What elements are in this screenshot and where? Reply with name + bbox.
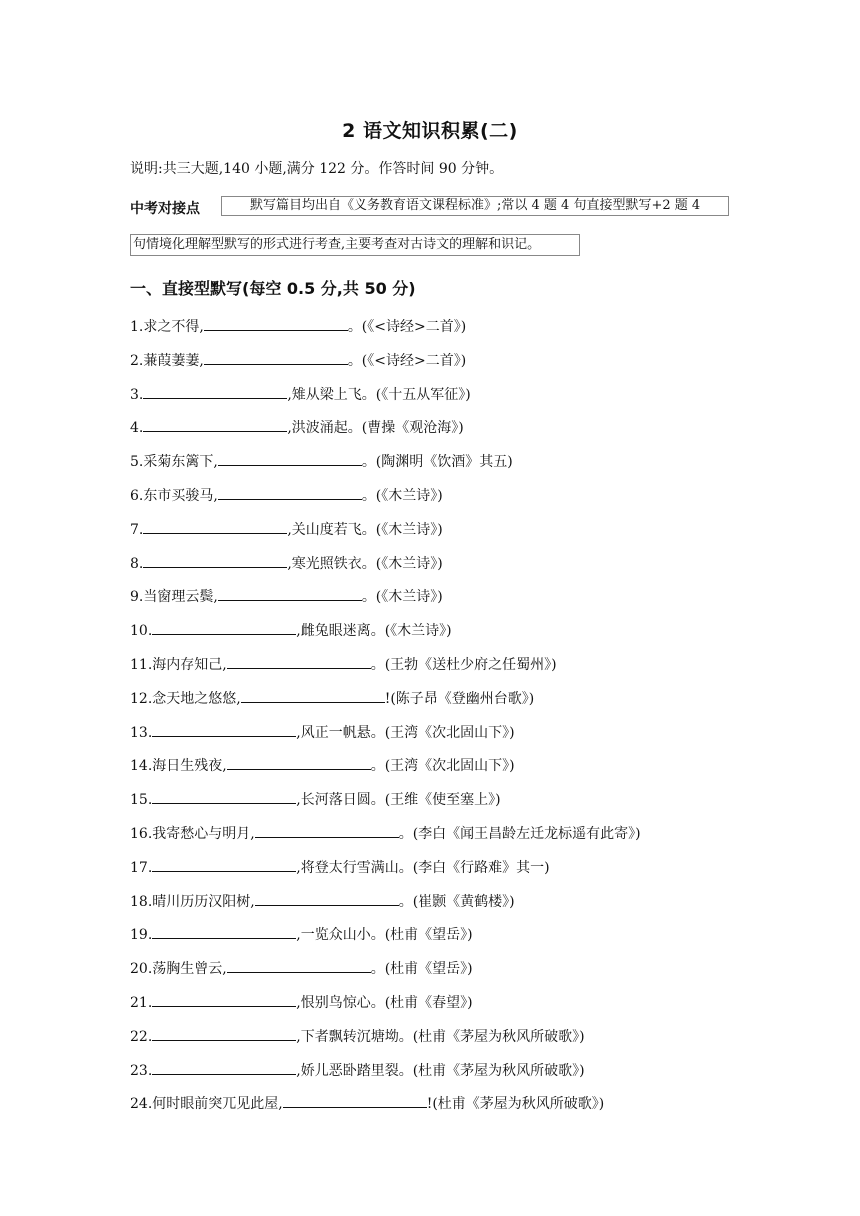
question-item xyxy=(130,518,770,552)
question-number: 23. xyxy=(130,1062,153,1079)
question-text-after: ,将登太行雪满山。(李白《行路难》其一) xyxy=(296,859,550,876)
question-text-before: 何时眼前突兀见此屋, xyxy=(152,1096,283,1113)
question-text-after: ,恨别鸟惊心。(杜甫《春望》) xyxy=(296,994,473,1011)
answer-blank[interactable] xyxy=(218,484,362,500)
question-number: 14. xyxy=(130,758,153,775)
answer-blank[interactable] xyxy=(218,585,362,601)
answer-blank[interactable] xyxy=(152,856,296,872)
question-item xyxy=(130,1025,770,1059)
question-number: 16. xyxy=(130,825,153,842)
question-number: 17. xyxy=(130,859,153,876)
question-number: 21. xyxy=(130,994,153,1011)
question-number: 19. xyxy=(130,927,153,944)
question-number: 11. xyxy=(130,656,153,673)
question-text-after: 。(李白《闻王昌龄左迁龙标遥有此寄》) xyxy=(398,825,641,842)
answer-blank[interactable] xyxy=(283,1092,427,1108)
question-number: 20. xyxy=(130,961,153,978)
question-text-after: 。(王湾《次北固山下》) xyxy=(370,758,515,775)
answer-blank[interactable] xyxy=(227,754,371,770)
exam-tag-label: 中考对接点 xyxy=(130,201,200,217)
question-item xyxy=(130,890,770,924)
question-text-after: ,一览众山小。(杜甫《望岳》) xyxy=(296,927,473,944)
question-text-before: 念天地之悠悠, xyxy=(152,690,241,707)
question-text-after: ,下者飘转沉塘坳。(杜甫《茅屋为秋风所破歌》) xyxy=(296,1028,585,1045)
question-text-before: 海日生残夜, xyxy=(152,758,227,775)
question-item xyxy=(130,484,770,518)
answer-blank[interactable] xyxy=(255,822,399,838)
question-text-after: !(陈子昂《登幽州台歌》) xyxy=(384,690,535,707)
question-text-after: ,风正一帆悬。(王湾《次北固山下》) xyxy=(296,724,515,741)
question-text-after: 。(《<诗经>二首》) xyxy=(347,352,467,369)
question-text-after: ,雉从梁上飞。(《十五从军征》) xyxy=(287,386,471,403)
question-item xyxy=(130,315,770,349)
question-text-after: 。(陶渊明《饮酒》其五) xyxy=(361,454,513,471)
question-number: 22. xyxy=(130,1028,153,1045)
question-number: 5. xyxy=(130,454,144,471)
question-number: 8. xyxy=(130,555,144,572)
question-item xyxy=(130,822,770,856)
answer-blank[interactable] xyxy=(227,653,371,669)
question-text-before: 蒹葭萋萋, xyxy=(143,352,204,369)
answer-blank[interactable] xyxy=(152,1059,296,1075)
question-item xyxy=(130,450,770,484)
question-text-before: 采菊东篱下, xyxy=(143,454,218,471)
question-item xyxy=(130,349,770,383)
exam-info-box-line1: 默写篇目均出自《义务教育语文课程标准》;常以 4 题 4 句直接型默写+2 题 4 xyxy=(221,196,729,216)
question-text-after: 。(《木兰诗》) xyxy=(361,487,443,504)
question-number: 2. xyxy=(130,352,144,369)
answer-blank[interactable] xyxy=(227,957,371,973)
question-number: 15. xyxy=(130,792,153,809)
question-text-before: 当窗理云鬓, xyxy=(143,589,218,606)
question-number: 4. xyxy=(130,420,144,437)
question-item xyxy=(130,619,770,653)
question-text-after: 。(《<诗经>二首》) xyxy=(347,319,467,335)
question-text-before: 我寄愁心与明月, xyxy=(152,825,255,842)
question-text-before: 海内存知己, xyxy=(152,656,227,673)
answer-blank[interactable] xyxy=(143,518,287,534)
question-text-before: 晴川历历汉阳树, xyxy=(152,893,255,910)
question-number: 6. xyxy=(130,487,144,504)
question-number: 1. xyxy=(130,319,144,335)
instructions-note: 说明:共三大题,140 小题,满分 122 分。作答时间 90 分钟。 xyxy=(130,161,504,177)
question-item xyxy=(130,1059,770,1093)
answer-blank[interactable] xyxy=(204,315,348,331)
question-item xyxy=(130,653,770,687)
question-number: 12. xyxy=(130,690,153,707)
answer-blank[interactable] xyxy=(152,991,296,1007)
answer-blank[interactable] xyxy=(143,552,287,568)
question-text-after: ,寒光照铁衣。(《木兰诗》) xyxy=(287,555,443,572)
question-text-before: 东市买骏马, xyxy=(143,487,218,504)
question-item xyxy=(130,957,770,991)
question-text-before: 荡胸生曾云, xyxy=(152,961,227,978)
question-item xyxy=(130,923,770,957)
question-text-after: 。(《木兰诗》) xyxy=(361,589,443,606)
question-list xyxy=(130,315,770,1126)
answer-blank[interactable] xyxy=(143,416,287,432)
question-number: 3. xyxy=(130,386,144,403)
question-item xyxy=(130,687,770,721)
answer-blank[interactable] xyxy=(255,890,399,906)
question-text-after: !(杜甫《茅屋为秋风所破歌》) xyxy=(426,1096,605,1113)
question-number: 7. xyxy=(130,521,144,538)
question-number: 10. xyxy=(130,623,153,640)
question-text-before: 求之不得, xyxy=(143,319,204,335)
question-item xyxy=(130,991,770,1025)
question-text-after: ,娇儿恶卧踏里裂。(杜甫《茅屋为秋风所破歌》) xyxy=(296,1062,585,1079)
answer-blank[interactable] xyxy=(152,788,296,804)
answer-blank[interactable] xyxy=(143,383,287,399)
question-text-after: ,雌兔眼迷离。(《木兰诗》) xyxy=(296,623,452,640)
question-number: 9. xyxy=(130,589,144,606)
question-number: 18. xyxy=(130,893,153,910)
question-text-after: 。(王勃《送杜少府之任蜀州》) xyxy=(370,656,557,673)
question-item xyxy=(130,788,770,822)
question-number: 24. xyxy=(130,1096,153,1113)
question-text-after: ,洪波涌起。(曹操《观沧海》) xyxy=(287,420,464,437)
page-title: 2 语文知识积累(二) xyxy=(342,120,518,142)
answer-blank[interactable] xyxy=(152,619,296,635)
answer-blank[interactable] xyxy=(152,1025,296,1041)
answer-blank[interactable] xyxy=(241,687,385,703)
answer-blank[interactable] xyxy=(152,721,296,737)
question-text-after: ,关山度若飞。(《木兰诗》) xyxy=(287,521,443,538)
question-item xyxy=(130,754,770,788)
question-item xyxy=(130,1092,770,1126)
question-item xyxy=(130,552,770,586)
answer-blank[interactable] xyxy=(204,349,348,365)
question-text-after: 。(杜甫《望岳》) xyxy=(370,961,473,978)
question-item xyxy=(130,856,770,890)
question-item xyxy=(130,721,770,755)
question-number: 13. xyxy=(130,724,153,741)
question-item xyxy=(130,383,770,417)
answer-blank[interactable] xyxy=(218,450,362,466)
answer-blank[interactable] xyxy=(152,923,296,939)
section-title: 一、直接型默写(每空 0.5 分,共 50 分) xyxy=(130,279,416,298)
question-item xyxy=(130,416,770,450)
question-item xyxy=(130,585,770,619)
question-text-after: ,长河落日圆。(王维《使至塞上》) xyxy=(296,792,501,809)
question-text-after: 。(崔颢《黄鹤楼》) xyxy=(398,893,515,910)
exam-info-box-line2: 句情境化理解型默写的形式进行考查,主要考查对古诗文的理解和识记。 xyxy=(130,234,580,256)
